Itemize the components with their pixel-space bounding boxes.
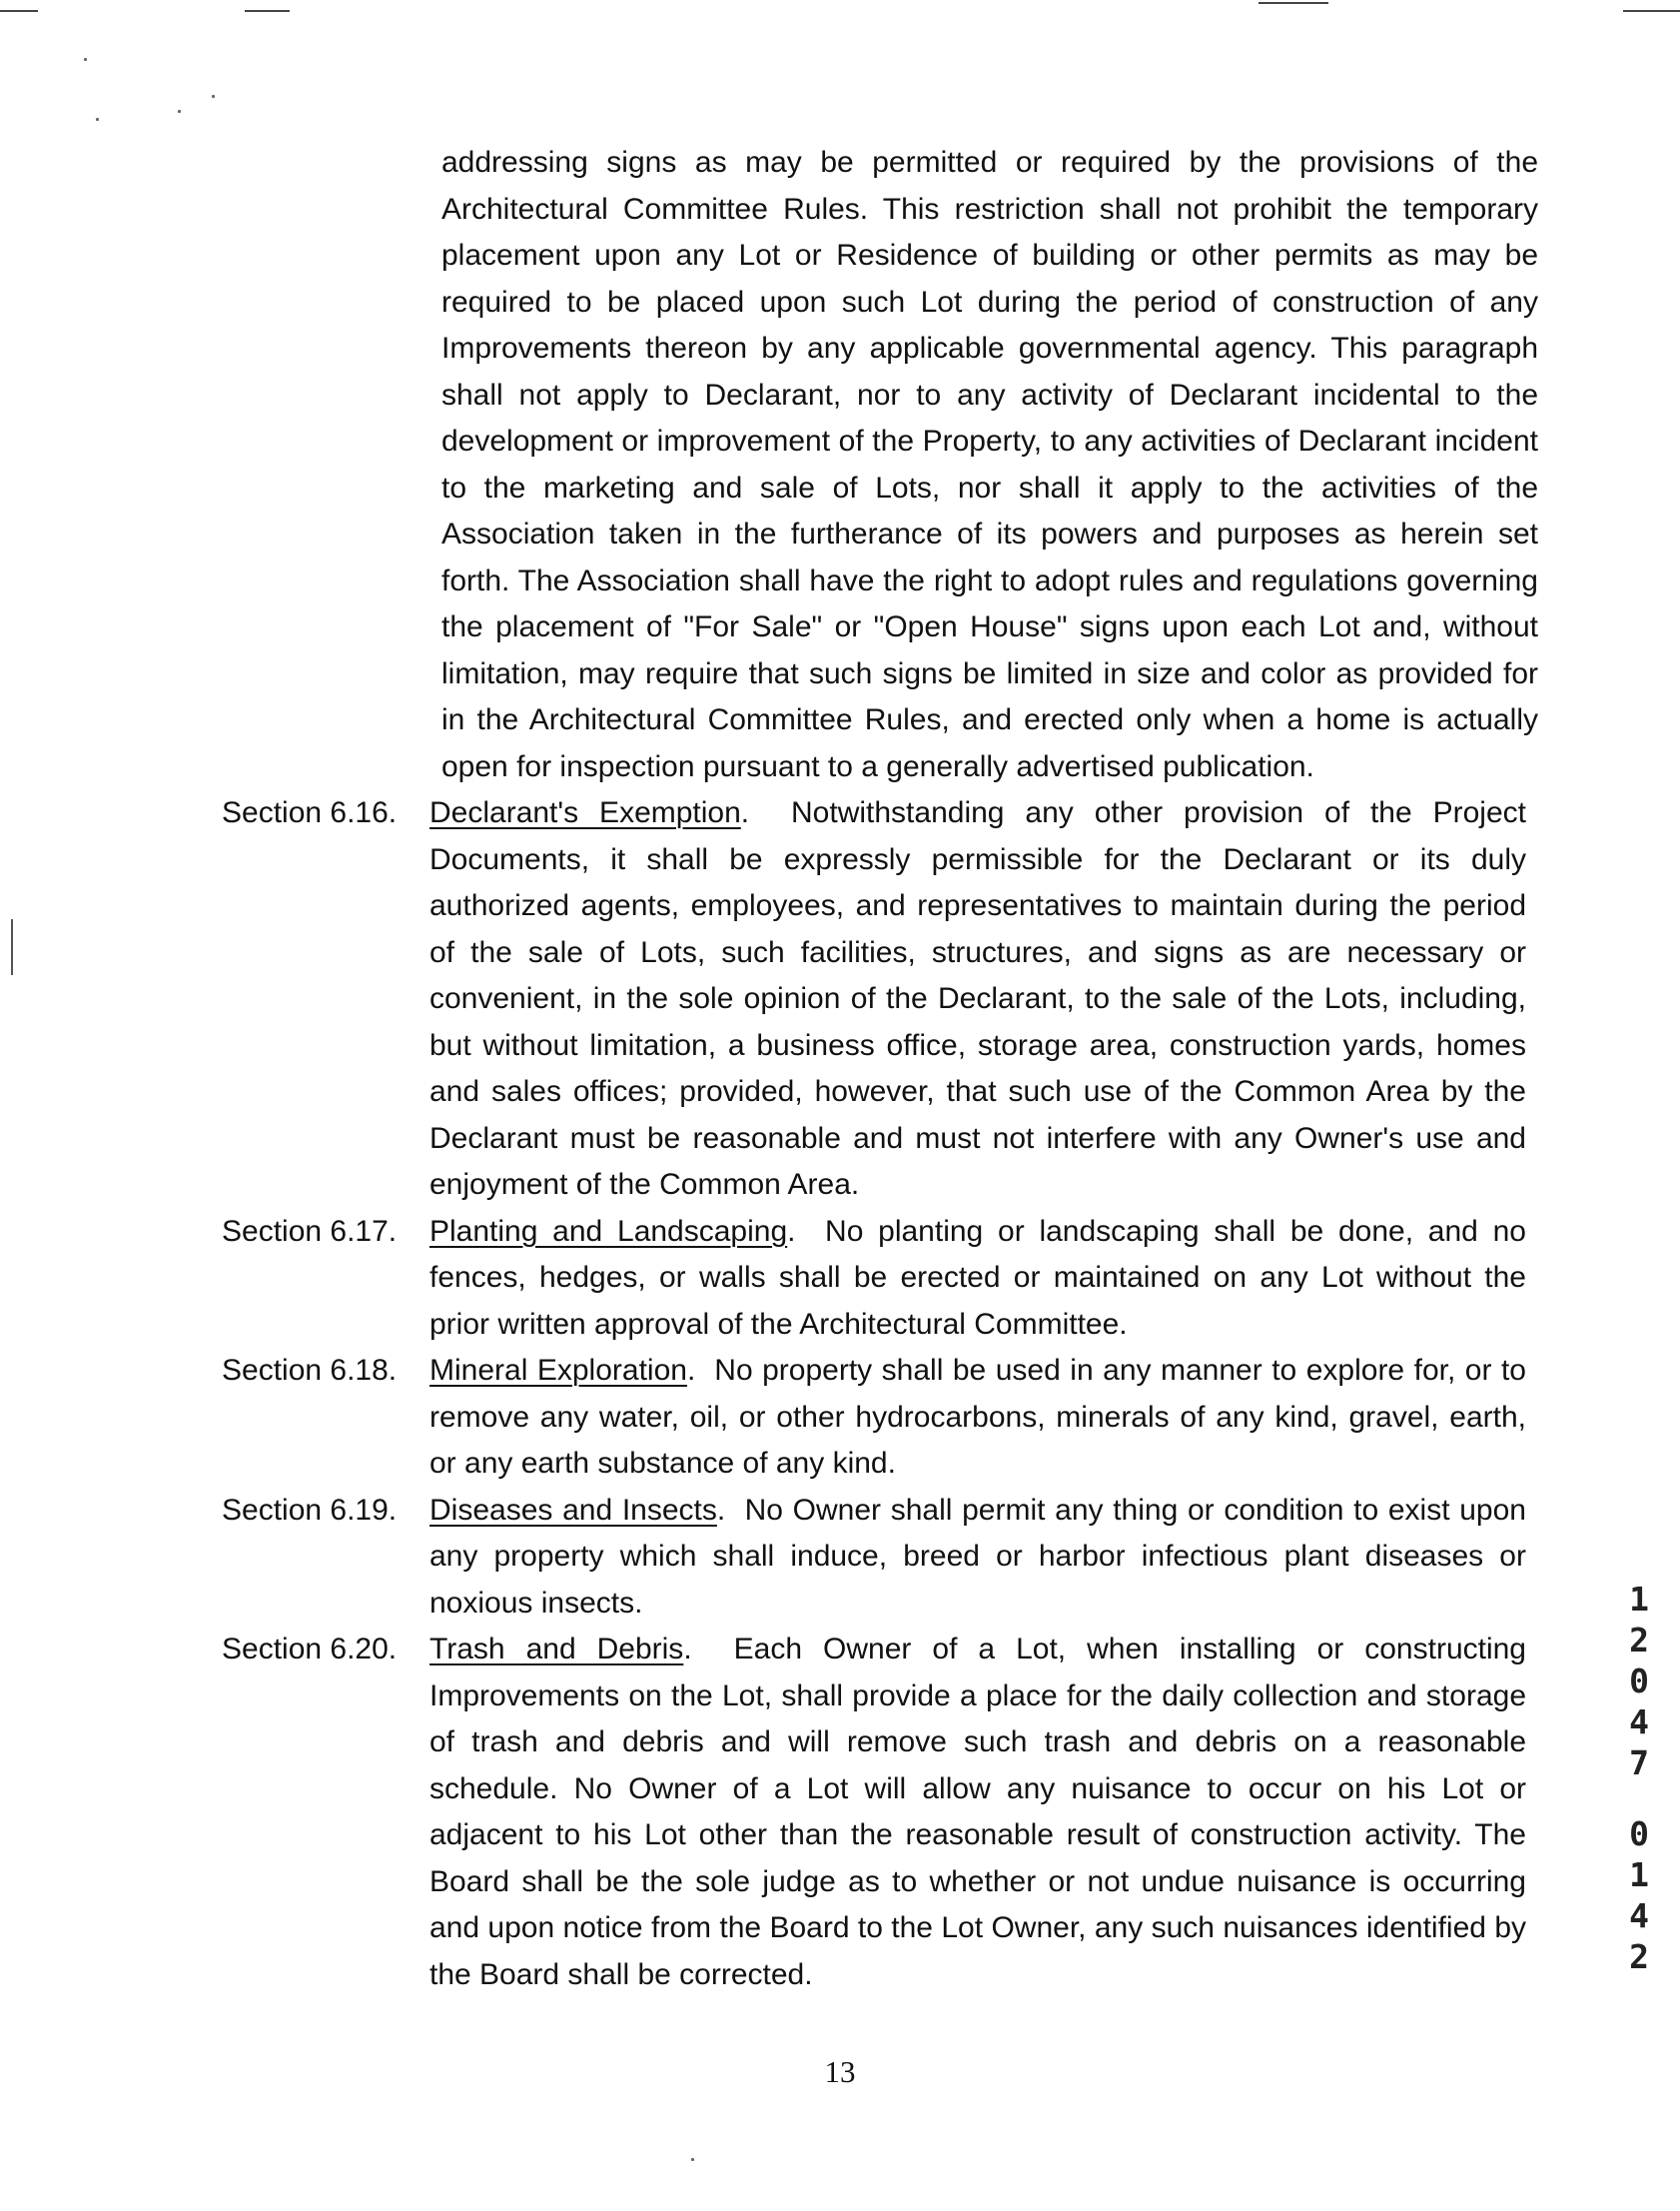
section-title: Planting and Landscaping xyxy=(429,1214,788,1248)
top-left-scan-mark xyxy=(0,10,38,12)
stamp-digit: 4 xyxy=(1629,1896,1649,1935)
section-6-18: Section 6.18. Mineral Exploration. No property shall be used in any manner to explore for, or to remove any water, oil, or other hydrocarbons, minerals of any kind, gravel, earth, or any earth substance of any kind. xyxy=(0,1348,1526,1488)
recording-number-stamp xyxy=(1614,1579,1664,1977)
scan-speck xyxy=(691,2158,694,2161)
stamp-digit: 0 xyxy=(1629,1814,1649,1853)
section-title: Diseases and Insects xyxy=(429,1493,717,1527)
scan-speck xyxy=(178,110,181,113)
top-right-scan-mark xyxy=(1623,10,1680,12)
scan-speck xyxy=(96,118,99,121)
section-6-19: Section 6.19. Diseases and Insects. No Owner shall permit any thing or condition to exist upon any property which shall induce, breed or harbor infectious plant diseases or noxious insects. xyxy=(0,1488,1526,1628)
page-number: 13 xyxy=(824,2054,856,2089)
top-right-header-rule xyxy=(1259,2,1328,4)
stamp-digit: 2 xyxy=(1629,1621,1649,1659)
section-body: No property shall be used in any manner to explore for, or to remove any water, oil, or other hydrocarbons, minerals of any kind, gravel, earth, or any earth substance of any kind. xyxy=(429,1354,1526,1480)
section-label: Section 6.18. xyxy=(222,1354,398,1387)
section-6-17: Section 6.17. Planting and Landscaping. No planting or landscaping shall be done, and no fences, hedges, or walls shall be erected or maintained on any Lot without the prior written approval of the Architectural Committee. xyxy=(0,1209,1526,1349)
continued-paragraph: addressing signs as may be permitted or required by the provisions of the Architectural Committee Rules. This restriction shall not prohibit the temporary placement upon any Lot or Residence of building or other permits as may be required to be placed upon such Lot during the period of construction of any Improvements thereon by any applicable governmental agency. This paragraph shall not apply to Declarant, nor to any activity of Declarant incidental to the development or improvement of the Property, to any activities of Declarant incident to the marketing and sale of Lots, nor shall it apply to the activities of the Association taken in the furtherance of its powers and purposes as herein set forth. The Association shall have the right to adopt rules and regulations governing the placement of "For Sale" or "Open House" signs upon each Lot and, without limitation, may require that such signs be limited in size and color as provided for in the Architectural Committee Rules, and erected only when a home is actually open for inspection pursuant to a generally advertised publication. xyxy=(441,146,1538,783)
stamp-digit: 2 xyxy=(1629,1937,1649,1976)
section-label: Section 6.17. xyxy=(222,1214,398,1248)
scan-speck xyxy=(84,58,87,61)
section-title: Trash and Debris xyxy=(429,1633,684,1665)
section-6-16: Section 6.16. Declarant's Exemption. Notwithstanding any other provision of the Project Documents, it shall be expressly permissible for the Declarant or its duly authorized agents, employees, and representatives to maintain during the period of the sale of Lots, such facilities, structures, and signs as are necessary or convenient, in the sole opinion of the Declarant, to the sale of the Lots, including, but without limitation, a business office, storage area, construction yards, homes and sales offices; provided, however, that such use of the Common Area by the Declarant must be reasonable and must not interfere with any Owner's use and enjoyment of the Common Area. xyxy=(0,790,1526,1209)
stamp-gap xyxy=(1614,1783,1664,1813)
section-title: Mineral Exploration xyxy=(429,1354,687,1387)
section-body: Each Owner of a Lot, when installing or constructing Improvements on the Lot, shall provide a place for the daily collection and storage of trash and debris and will remove such trash and debris on a reasonable schedule. No Owner of a Lot will allow any nuisance to occur on his Lot or adjacent to his Lot other than the reasonable result of construction activity. The Board shall be the sole judge as to whether or not undue nuisance is occurring and upon notice from the Board to the Lot Owner, any such nuisances identified by the Board shall be corrected. xyxy=(429,1633,1526,1991)
document-body xyxy=(0,140,1680,1998)
stamp-digit: 1 xyxy=(1629,1855,1649,1894)
section-label: Section 6.19. xyxy=(222,1493,398,1527)
stamp-digit: 1 xyxy=(1629,1580,1649,1619)
stamp-digit: 4 xyxy=(1629,1702,1649,1741)
section-6-20: Section 6.20. Trash and Debris. Each Owner of a Lot, when installing or constructing Improvements on the Lot, shall provide a place for the daily collection and storage of trash and debris and will remove such trash and debris on a reasonable schedule. No Owner of a Lot will allow any nuisance to occur on his Lot or adjacent to his Lot other than the reasonable result of construction activity. The Board shall be the sole judge as to whether or not undue nuisance is occurring and upon notice from the Board to the Lot Owner, any such nuisances identified by the Board shall be corrected. xyxy=(0,1627,1526,1998)
top-left-header-rule xyxy=(245,10,290,12)
section-title: Declarant's Exemption xyxy=(429,796,741,829)
stamp-digit: 0 xyxy=(1629,1661,1649,1700)
section-label: Section 6.16. xyxy=(222,796,398,829)
section-body: No planting or landscaping shall be done, and no fences, hedges, or walls shall be erected or maintained on any Lot without the prior written approval of the Architectural Committee. xyxy=(429,1214,1526,1341)
stamp-digit: 7 xyxy=(1629,1743,1649,1782)
section-body: Notwithstanding any other provision of the Project Documents, it shall be expressly permissible for the Declarant or its duly authorized agents, employees, and representatives to maintain during the period of the sale of Lots, such facilities, structures, and signs as are necessary or convenient, in the sole opinion of the Declarant, to the sale of the Lots, including, but without limitation, a business office, storage area, construction yards, homes and sales offices; provided, however, that such use of the Common Area by the Declarant must be reasonable and must not interfere with any Owner's use and enjoyment of the Common Area. xyxy=(429,796,1526,1201)
scan-speck xyxy=(212,95,215,98)
section-body: No Owner shall permit any thing or condition to exist upon any property which shall induce, breed or harbor infectious plant diseases or noxious insects. xyxy=(429,1493,1526,1620)
section-label: Section 6.20. xyxy=(222,1633,398,1665)
